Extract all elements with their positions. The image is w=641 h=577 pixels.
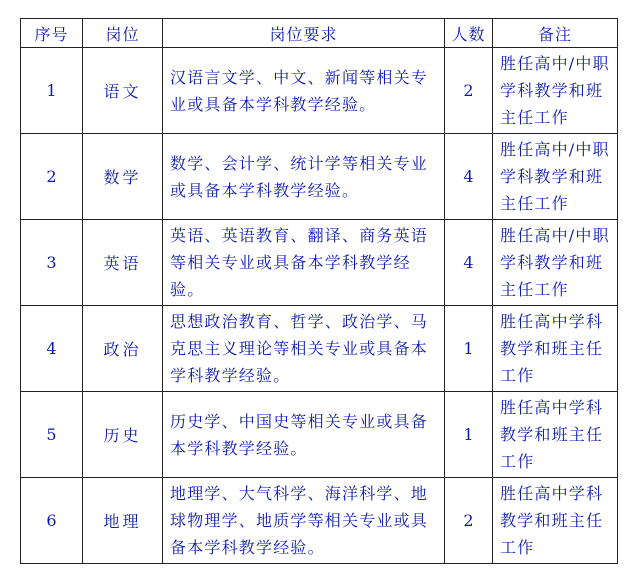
cell-req: 数学、会计学、统计学等相关专业或具备本学科教学经验。 <box>163 134 445 220</box>
header-job: 岗位 <box>83 19 163 48</box>
header-count: 人数 <box>445 19 493 48</box>
table-row <box>21 48 618 134</box>
cell-count: 1 <box>445 392 493 478</box>
cell-note: 胜任高中/中职学科教学和班主任工作 <box>493 134 618 220</box>
header-row <box>21 19 618 48</box>
header-note: 备注 <box>493 19 618 48</box>
cell-req: 英语、英语教育、翻译、商务英语等相关专业或具备本学科教学经验。 <box>163 220 445 306</box>
table-row <box>21 478 618 564</box>
cell-job: 历史 <box>83 392 163 478</box>
header-num: 序号 <box>21 19 83 48</box>
cell-note: 胜任高中学科教学和班主任工作 <box>493 306 618 392</box>
cell-job: 语文 <box>83 48 163 134</box>
cell-req: 历史学、中国史等相关专业或具备本学科教学经验。 <box>163 392 445 478</box>
cell-num: 3 <box>21 220 83 306</box>
cell-num: 6 <box>21 478 83 564</box>
table-row <box>21 134 618 220</box>
cell-count: 2 <box>445 478 493 564</box>
cell-job: 政治 <box>83 306 163 392</box>
cell-note: 胜任高中/中职学科教学和班主任工作 <box>493 48 618 134</box>
table-row <box>21 392 618 478</box>
table-row <box>21 220 618 306</box>
cell-num: 2 <box>21 134 83 220</box>
cell-count: 2 <box>445 48 493 134</box>
cell-req: 地理学、大气科学、海洋科学、地球物理学、地质学等相关专业或具备本学科教学经验。 <box>163 478 445 564</box>
cell-note: 胜任高中/中职学科教学和班主任工作 <box>493 220 618 306</box>
cell-req: 思想政治教育、哲学、政治学、马克思主义理论等相关专业或具备本学科教学经验。 <box>163 306 445 392</box>
cell-count: 1 <box>445 306 493 392</box>
cell-job: 地理 <box>83 478 163 564</box>
cell-count: 4 <box>445 220 493 306</box>
cell-job: 英语 <box>83 220 163 306</box>
cell-req: 汉语言文学、中文、新闻等相关专业或具备本学科教学经验。 <box>163 48 445 134</box>
cell-note: 胜任高中学科教学和班主任工作 <box>493 392 618 478</box>
recruitment-table <box>20 18 618 564</box>
header-req: 岗位要求 <box>163 19 445 48</box>
cell-count: 4 <box>445 134 493 220</box>
recruitment-table-container <box>20 18 618 564</box>
table-row <box>21 306 618 392</box>
cell-num: 4 <box>21 306 83 392</box>
cell-num: 5 <box>21 392 83 478</box>
cell-job: 数学 <box>83 134 163 220</box>
cell-num: 1 <box>21 48 83 134</box>
cell-note: 胜任高中学科教学和班主任工作 <box>493 478 618 564</box>
